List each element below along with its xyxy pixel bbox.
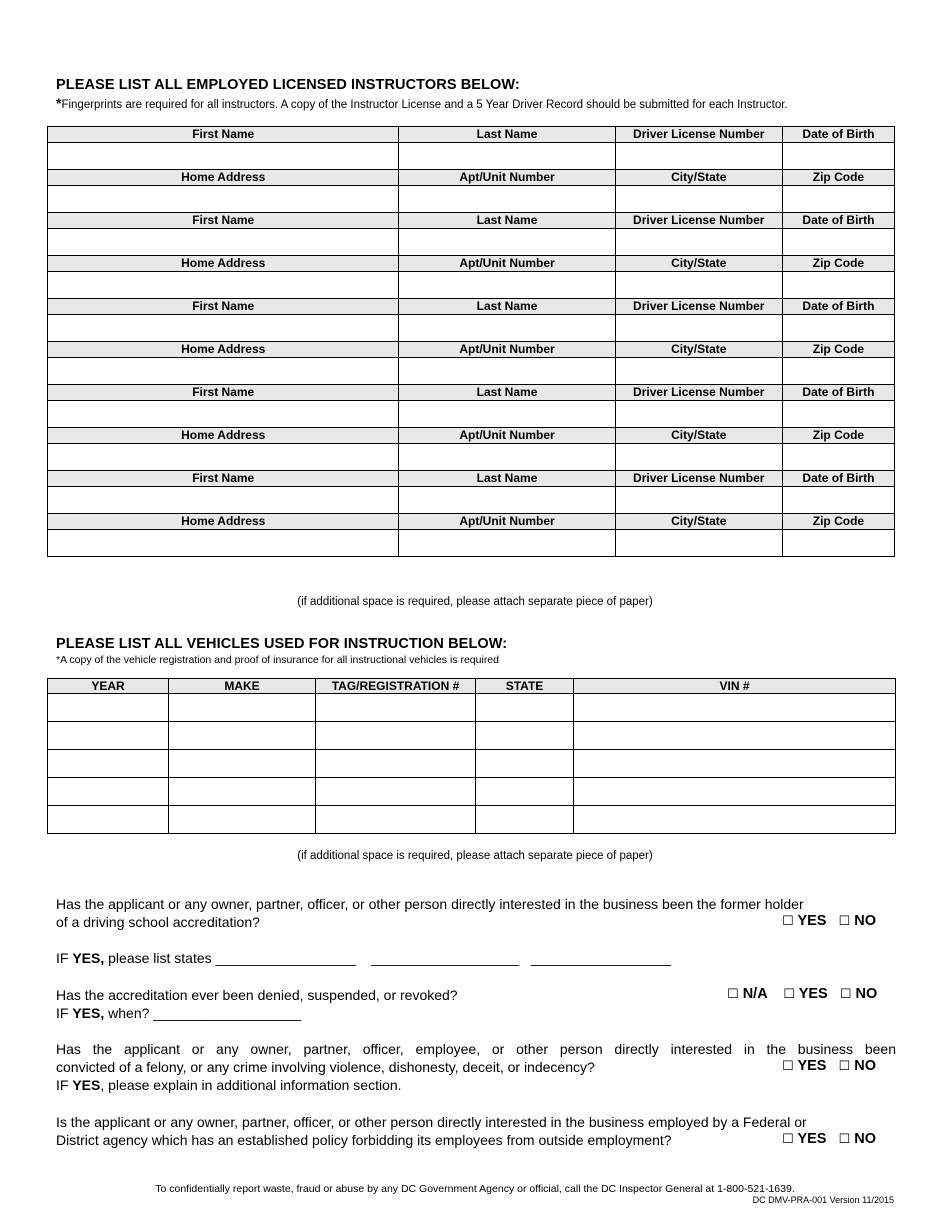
vehicles-heading: PLEASE LIST ALL VEHICLES USED FOR INSTRUCTION BELOW:	[56, 636, 508, 652]
footer-report-text: To confidentially report waste, fraud or abuse by any DC Government Agency or official, call the DC Inspector General at 1-800-521-1639.	[155, 1183, 795, 1195]
vehicles-note: *A copy of the vehicle registration and proof of insurance for all instructional vehicles is required	[56, 654, 499, 666]
q2-text: Has the accreditation ever been denied, suspended, or revoked?	[56, 987, 458, 1003]
city-state-field[interactable]	[615, 186, 782, 213]
home-address-header: Home Address	[48, 170, 399, 186]
state-field[interactable]	[476, 694, 574, 722]
q2-yes-label: YES	[798, 986, 828, 1002]
instructor-input-row	[48, 487, 895, 514]
last-name-field[interactable]	[399, 315, 615, 342]
q2-when-line	[56, 1004, 301, 1022]
vehicle-row	[48, 722, 896, 750]
vin-field[interactable]	[574, 806, 896, 834]
q3-yes-label: YES	[797, 1058, 827, 1074]
zip-code-field[interactable]	[782, 358, 894, 385]
instructor-input-row	[48, 272, 895, 299]
instructor-header-row	[48, 299, 895, 315]
state-field[interactable]	[476, 778, 574, 806]
last-name-field[interactable]	[399, 229, 615, 256]
apt-unit-number-header: Apt/Unit Number	[399, 342, 615, 358]
last-name-field[interactable]	[399, 487, 615, 514]
make-header: MAKE	[169, 679, 316, 694]
last-name-field[interactable]	[399, 401, 615, 428]
q2-na-checkbox[interactable]	[727, 986, 767, 1002]
vehicle-row	[48, 750, 896, 778]
apt-unit-number-field[interactable]	[399, 186, 615, 213]
vehicle-row	[48, 778, 896, 806]
tag-registration-field[interactable]	[316, 694, 476, 722]
instructor-input-row	[48, 186, 895, 213]
apt-unit-number-header: Apt/Unit Number	[399, 514, 615, 530]
home-address-field[interactable]	[48, 186, 399, 213]
state-field[interactable]	[476, 722, 574, 750]
if-label: IF	[56, 1077, 73, 1093]
home-address-field[interactable]	[48, 358, 399, 385]
city-state-header: City/State	[615, 170, 782, 186]
state-header: STATE	[476, 679, 574, 694]
q1-yes-label: YES	[797, 913, 827, 929]
instructors-note-text: Fingerprints are required for all instructors. A copy of the Instructor License and a 5 Year Driver Record should be submitted for each Instructor.	[61, 99, 788, 111]
first-name-field[interactable]	[48, 401, 399, 428]
q3-yes-checkbox[interactable]	[782, 1058, 826, 1074]
city-state-field[interactable]	[615, 444, 782, 471]
checkbox-icon: ☐	[838, 1058, 851, 1073]
apt-unit-number-field[interactable]	[399, 272, 615, 299]
note-asterisk: *	[56, 95, 62, 111]
city-state-field[interactable]	[615, 358, 782, 385]
date-of-birth-field[interactable]	[782, 487, 894, 514]
q1-no-checkbox[interactable]	[839, 913, 876, 929]
home-address-header: Home Address	[48, 428, 399, 444]
instructor-header-row	[48, 213, 895, 229]
q2-no-checkbox[interactable]	[840, 986, 877, 1002]
state-field[interactable]	[476, 806, 574, 834]
zip-code-field[interactable]	[782, 272, 894, 299]
q3-line3	[56, 1076, 896, 1094]
first-name-header: First Name	[48, 213, 399, 229]
zip-code-header: Zip Code	[782, 342, 894, 358]
tag-registration-field[interactable]	[316, 722, 476, 750]
yes-word: YES	[72, 1077, 101, 1093]
date-of-birth-header: Date of Birth	[782, 471, 894, 487]
instructor-header-row	[48, 170, 895, 186]
q1-line2: of a driving school accreditation?	[56, 914, 260, 930]
instructor-header-row	[48, 127, 895, 143]
q4-yes-checkbox[interactable]	[782, 1131, 826, 1147]
year-header: YEAR	[48, 679, 169, 694]
question-federal-employment	[56, 1113, 896, 1149]
vin-field[interactable]	[574, 750, 896, 778]
q3-line1: Has the applicant or any owner, partner, officer, employee, or other person directly interested in the business been	[56, 1041, 896, 1057]
q1-yes-checkbox[interactable]	[782, 913, 826, 929]
first-name-header: First Name	[48, 385, 399, 401]
first-name-header: First Name	[48, 299, 399, 315]
year-field[interactable]	[48, 778, 169, 806]
date-of-birth-field[interactable]	[782, 229, 894, 256]
city-state-header: City/State	[615, 514, 782, 530]
checkbox-icon: ☐	[782, 1131, 794, 1146]
instructor-input-row	[48, 358, 895, 385]
vehicle-row	[48, 806, 896, 834]
last-name-header: Last Name	[399, 299, 615, 315]
driver-license-number-field[interactable]	[615, 401, 782, 428]
vin-field[interactable]	[574, 694, 896, 722]
states-blanks[interactable]: please list states __________________ ___________________ __________________	[104, 950, 671, 966]
q4-line2: District agency which has an established policy forbidding its employees from outside employment?	[56, 1132, 672, 1148]
q3-no-checkbox[interactable]	[839, 1058, 876, 1074]
first-name-field[interactable]	[48, 487, 399, 514]
driver-license-number-field[interactable]	[615, 487, 782, 514]
date-of-birth-header: Date of Birth	[782, 385, 894, 401]
q3-explain-text: , please explain in additional information section.	[100, 1077, 402, 1093]
driver-license-number-header: Driver License Number	[615, 213, 782, 229]
state-field[interactable]	[476, 750, 574, 778]
date-of-birth-field[interactable]	[782, 315, 894, 342]
apt-unit-number-header: Apt/Unit Number	[399, 428, 615, 444]
checkbox-icon: ☐	[783, 986, 795, 1001]
city-state-header: City/State	[615, 256, 782, 272]
q3-line2: convicted of a felony, or any crime involving violence, dishonesty, deceit, or indecency?	[56, 1059, 595, 1075]
q4-options	[782, 1131, 876, 1147]
first-name-field[interactable]	[48, 315, 399, 342]
q2-options	[727, 986, 877, 1002]
apt-unit-number-header: Apt/Unit Number	[399, 170, 615, 186]
driver-license-number-field[interactable]	[615, 229, 782, 256]
instructor-input-row	[48, 315, 895, 342]
q2-no-label: NO	[855, 986, 878, 1002]
checkbox-icon: ☐	[838, 1131, 851, 1146]
first-name-header: First Name	[48, 127, 399, 143]
zip-code-header: Zip Code	[782, 170, 894, 186]
tag-registration-field[interactable]	[316, 806, 476, 834]
instructors-heading: PLEASE LIST ALL EMPLOYED LICENSED INSTRUCTORS BELOW:	[56, 77, 520, 93]
date-of-birth-header: Date of Birth	[782, 127, 894, 143]
tag-registration-header: TAG/REGISTRATION #	[316, 679, 476, 694]
yes-word: YES,	[72, 1005, 105, 1021]
q1-no-label: NO	[854, 913, 876, 929]
instructor-input-row	[48, 229, 895, 256]
vin-field[interactable]	[574, 778, 896, 806]
instructors-table	[47, 126, 895, 557]
city-state-header: City/State	[615, 342, 782, 358]
driver-license-number-field[interactable]	[615, 143, 782, 170]
home-address-header: Home Address	[48, 342, 399, 358]
vehicles-table	[47, 678, 896, 834]
vehicles-additional-note: (if additional space is required, please attach separate piece of paper)	[297, 850, 653, 862]
zip-code-field[interactable]	[782, 186, 894, 213]
q4-no-label: NO	[854, 1131, 876, 1147]
zip-code-field[interactable]	[782, 530, 894, 557]
instructor-header-row	[48, 514, 895, 530]
vehicles-header-row	[48, 679, 896, 694]
last-name-field[interactable]	[399, 143, 615, 170]
make-field[interactable]	[169, 694, 316, 722]
year-field[interactable]	[48, 750, 169, 778]
zip-code-header: Zip Code	[782, 514, 894, 530]
footer-form-id: DC DMV-PRA-001 Version 11/2015	[752, 1195, 894, 1205]
instructor-header-row	[48, 342, 895, 358]
last-name-header: Last Name	[399, 471, 615, 487]
vin-header: VIN #	[574, 679, 896, 694]
instructor-input-row	[48, 401, 895, 428]
vin-field[interactable]	[574, 722, 896, 750]
date-of-birth-header: Date of Birth	[782, 213, 894, 229]
checkbox-icon: ☐	[839, 986, 852, 1001]
apt-unit-number-field[interactable]	[399, 530, 615, 557]
date-of-birth-header: Date of Birth	[782, 299, 894, 315]
city-state-header: City/State	[615, 428, 782, 444]
year-field[interactable]	[48, 722, 169, 750]
q1-line1: Has the applicant or any owner, partner, officer, or other person directly interested in the business been the former holder	[56, 896, 804, 912]
q4-line1: Is the applicant or any owner, partner, officer, or other person directly interested in the business employed by a Federal or	[56, 1114, 807, 1130]
make-field[interactable]	[169, 778, 316, 806]
question-former-holder	[56, 895, 896, 931]
last-name-header: Last Name	[399, 385, 615, 401]
tag-registration-field[interactable]	[316, 778, 476, 806]
instructors-note	[56, 95, 788, 111]
apt-unit-number-header: Apt/Unit Number	[399, 256, 615, 272]
zip-code-header: Zip Code	[782, 428, 894, 444]
q1-options	[782, 913, 876, 929]
last-name-header: Last Name	[399, 213, 615, 229]
q3-options	[782, 1058, 876, 1074]
make-field[interactable]	[169, 722, 316, 750]
home-address-field[interactable]	[48, 444, 399, 471]
q2-yes-checkbox[interactable]	[783, 986, 827, 1002]
make-field[interactable]	[169, 750, 316, 778]
year-field[interactable]	[48, 806, 169, 834]
first-name-field[interactable]	[48, 143, 399, 170]
yes-word: YES,	[72, 950, 105, 966]
home-address-header: Home Address	[48, 514, 399, 530]
last-name-header: Last Name	[399, 127, 615, 143]
instructors-additional-note: (if additional space is required, please attach separate piece of paper)	[297, 596, 653, 608]
year-field[interactable]	[48, 694, 169, 722]
apt-unit-number-field[interactable]	[399, 358, 615, 385]
make-field[interactable]	[169, 806, 316, 834]
if-label: IF	[56, 1005, 73, 1021]
home-address-field[interactable]	[48, 530, 399, 557]
instructor-header-row	[48, 256, 895, 272]
tag-registration-field[interactable]	[316, 750, 476, 778]
driver-license-number-header: Driver License Number	[615, 471, 782, 487]
instructor-header-row	[48, 428, 895, 444]
date-of-birth-field[interactable]	[782, 401, 894, 428]
driver-license-number-header: Driver License Number	[615, 127, 782, 143]
q1-states-line	[56, 949, 671, 967]
zip-code-header: Zip Code	[782, 256, 894, 272]
city-state-field[interactable]	[615, 530, 782, 557]
when-blank[interactable]: when? ___________________	[104, 1005, 302, 1021]
instructor-input-row	[48, 143, 895, 170]
instructor-input-row	[48, 444, 895, 471]
zip-code-field[interactable]	[782, 444, 894, 471]
apt-unit-number-field[interactable]	[399, 444, 615, 471]
vehicle-row	[48, 694, 896, 722]
q4-yes-label: YES	[797, 1131, 827, 1147]
home-address-header: Home Address	[48, 256, 399, 272]
instructor-header-row	[48, 471, 895, 487]
question-felony	[56, 1040, 896, 1094]
q4-no-checkbox[interactable]	[839, 1131, 876, 1147]
home-address-field[interactable]	[48, 272, 399, 299]
driver-license-number-header: Driver License Number	[615, 299, 782, 315]
driver-license-number-field[interactable]	[615, 315, 782, 342]
q2-na-label: N/A	[742, 986, 768, 1002]
first-name-header: First Name	[48, 471, 399, 487]
first-name-field[interactable]	[48, 229, 399, 256]
checkbox-icon: ☐	[782, 1058, 794, 1073]
instructor-header-row	[48, 385, 895, 401]
date-of-birth-field[interactable]	[782, 143, 894, 170]
if-label: IF	[56, 950, 73, 966]
checkbox-icon: ☐	[782, 913, 794, 928]
instructor-input-row	[48, 530, 895, 557]
checkbox-icon: ☐	[727, 986, 739, 1001]
checkbox-icon: ☐	[838, 913, 851, 928]
q3-no-label: NO	[854, 1058, 876, 1074]
driver-license-number-header: Driver License Number	[615, 385, 782, 401]
city-state-field[interactable]	[615, 272, 782, 299]
